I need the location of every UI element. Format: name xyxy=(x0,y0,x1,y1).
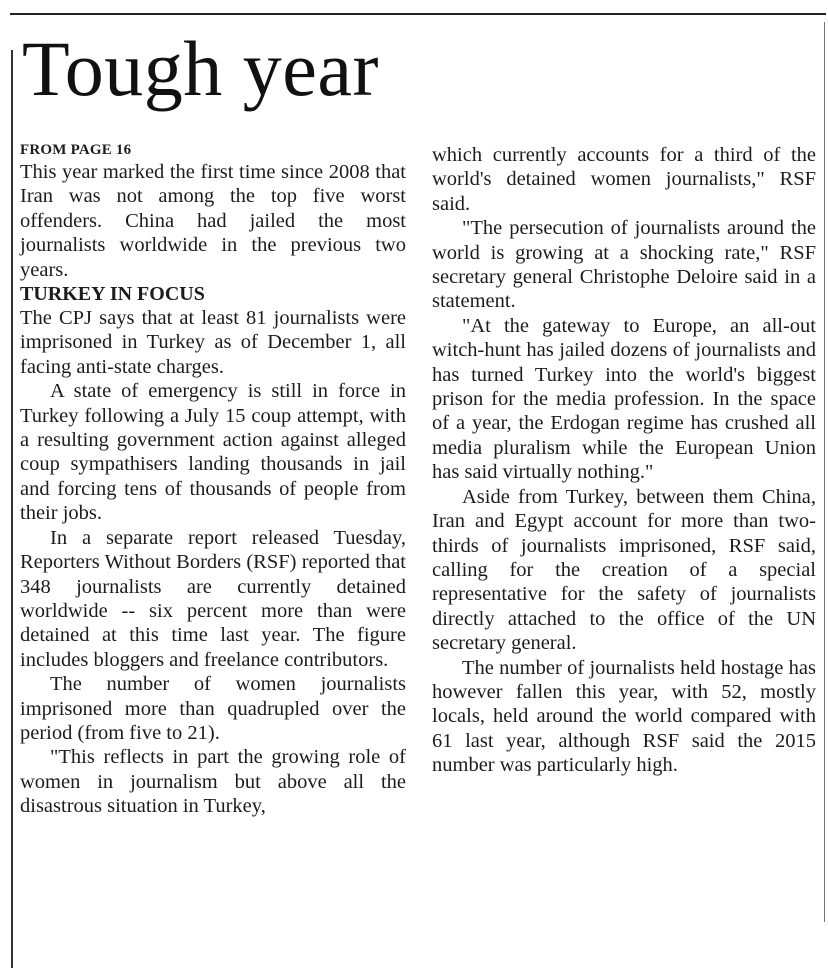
section-subhead: TURKEY IN FOCUS xyxy=(20,283,205,306)
headline: Tough year xyxy=(22,25,379,112)
paragraph: The CPJ says that at least 81 journalists were imprisoned in Turkey as of December 1, all facing anti-state charges. xyxy=(20,307,406,378)
paragraph: "The persecution of journalists around the world is growing at a shocking rate," RSF secretary general Christophe Deloire said in a statement. xyxy=(432,217,816,313)
paragraph: "This reflects in part the growing role of women in journalism but above all the disastrous situation in Turkey, xyxy=(20,746,406,818)
article-column-left xyxy=(20,140,406,819)
paragraph: which currently accounts for a third of the world's detained women journalists," RSF said. xyxy=(432,144,816,215)
kicker-from-page: FROM PAGE 16 xyxy=(20,142,132,158)
paragraph: A state of emergency is still in force in Turkey following a July 15 coup attempt, with a resulting government action against alleged coup sympathisers landing thousands in jail and forcing tens of thousands of people from their jobs. xyxy=(20,380,406,525)
paragraph: "At the gateway to Europe, an all-out witch-hunt has jailed dozens of journalists and has turned Turkey into the world's biggest prison for the media profession. In the space of a year, the Erdogan regime has crushed all media pluralism while the European Union has said virtually nothing." xyxy=(432,314,816,484)
article-column-right xyxy=(432,143,816,778)
paragraph: The number of journalists held hostage has however fallen this year, with 52, mostly locals, held around the world compared with 61 last year, although RSF said the 2015 number was particularly high. xyxy=(432,656,816,777)
right-edge-rule xyxy=(824,22,825,922)
left-column-rule xyxy=(11,50,13,968)
top-rule xyxy=(10,13,826,15)
paragraph: In a separate report released Tuesday, Reporters Without Borders (RSF) reported that 348 journalists are currently detained worldwide -- six percent more than were detained at this time last year. The figure includes bloggers and freelance contributors. xyxy=(20,526,406,671)
paragraph: Aside from Turkey, between them China, Iran and Egypt account for more than two-thirds of journalists imprisoned, RSF said, calling for the creation of a special representative for the safety of journalists directly attached to the office of the UN secretary general. xyxy=(432,485,816,655)
paragraph: The number of women journalists imprisoned more than quadrupled over the period (from five to 21). xyxy=(20,673,406,744)
paragraph: This year marked the first time since 2008 that Iran was not among the top five worst offenders. China had jailed the most journalists worldwide in the previous two years. xyxy=(20,161,406,281)
